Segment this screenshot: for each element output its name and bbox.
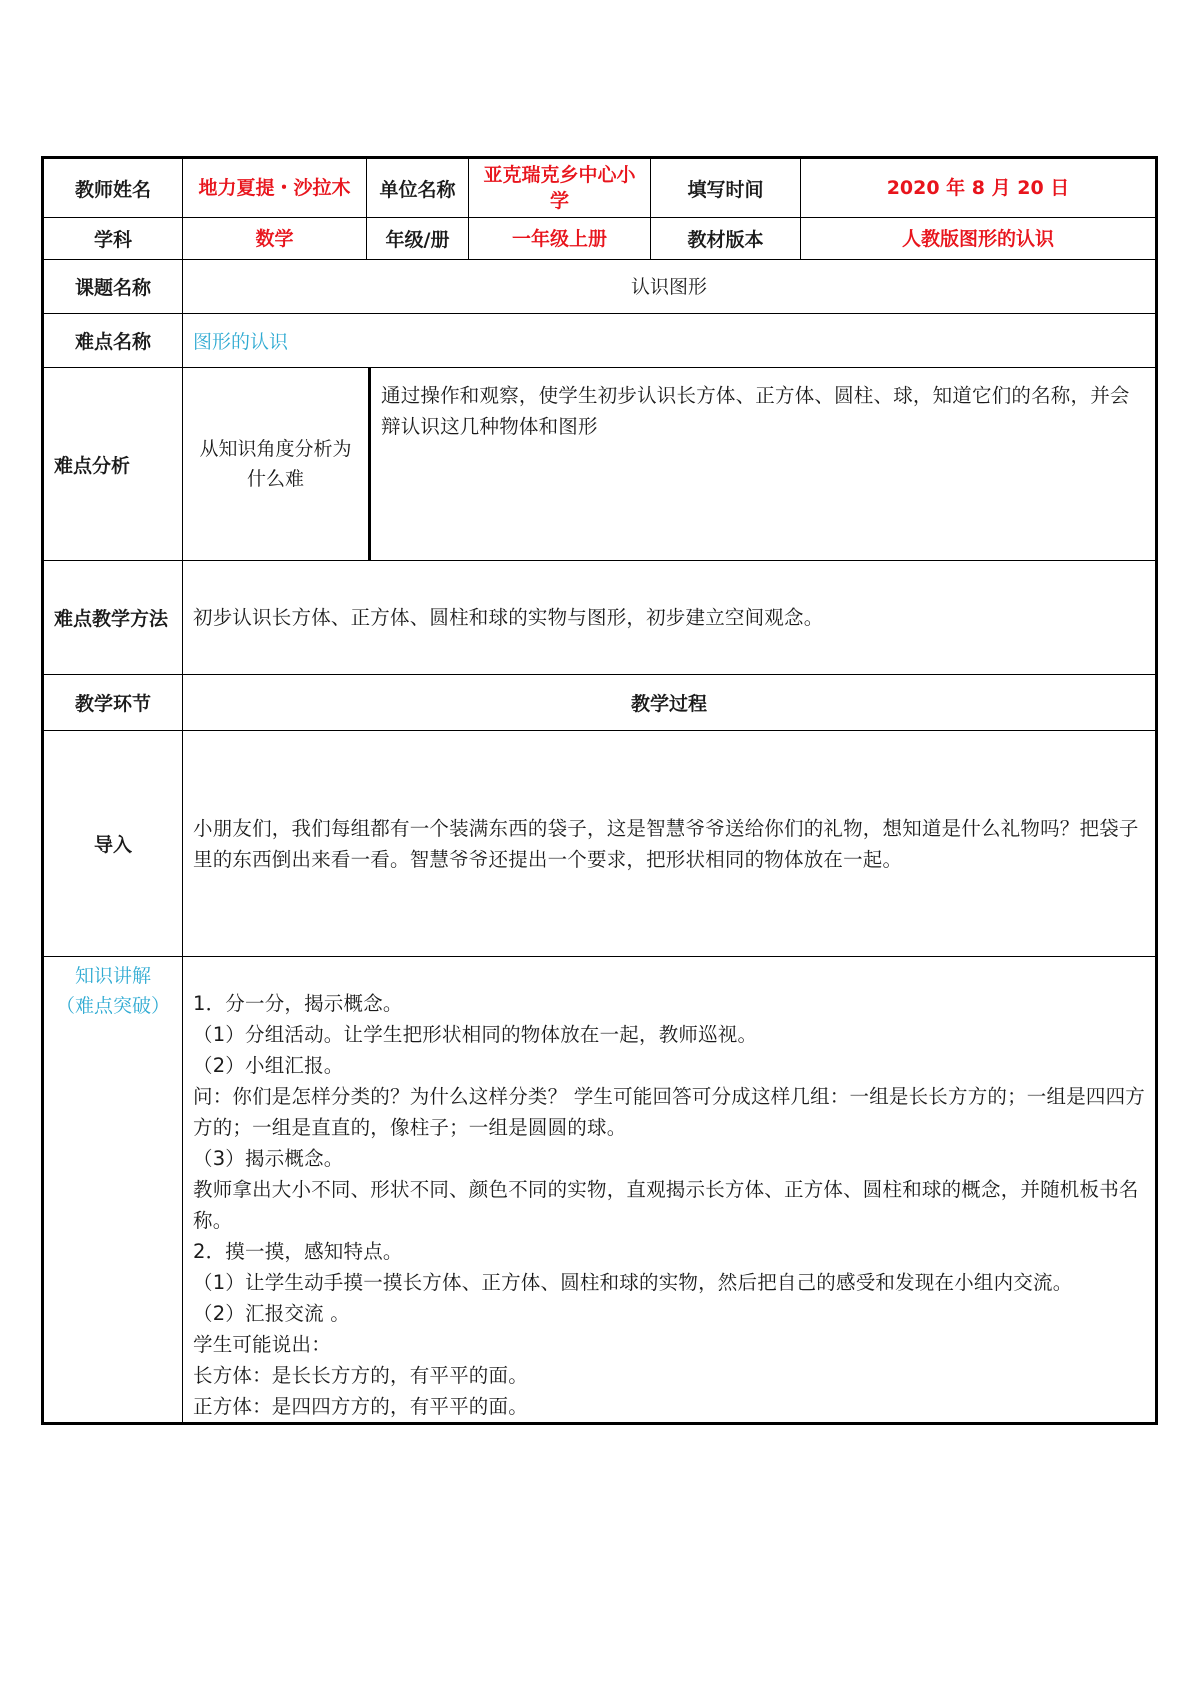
knowledge-line: 教师拿出大小不同、形状不同、颜色不同的实物，直观揭示长方体、正方体、圆柱和球的概念，并随机板书名称。 (193, 1178, 1139, 1232)
teacher-name-label: 教师姓名 (43, 158, 183, 218)
knowledge-line: （2）汇报交流 。 (193, 1302, 350, 1325)
knowledge-line: （1）分组活动。让学生把形状相同的物体放在一起，教师巡视。 (193, 1023, 758, 1046)
analysis-content (183, 368, 1157, 561)
knowledge-label-line2: （难点突破） (55, 995, 170, 1017)
intro-row (43, 731, 1157, 957)
grade-value: 一年级上册 (469, 218, 651, 260)
process-stage-label: 教学环节 (43, 675, 183, 731)
subject-label: 学科 (43, 218, 183, 260)
knowledge-line: （1）让学生动手摸一摸长方体、正方体、圆柱和球的实物，然后把自己的感受和发现在小组内交流。 (193, 1271, 1073, 1294)
edition-label: 教材版本 (651, 218, 801, 260)
knowledge-line: 正方体：是四四方方的，有平平的面。 (193, 1395, 528, 1418)
method-text: 初步认识长方体、正方体、圆柱和球的实物与图形，初步建立空间观念。 (183, 561, 1157, 675)
process-title: 教学过程 (183, 675, 1157, 731)
process-header-row (43, 675, 1157, 731)
date-label: 填写时间 (651, 158, 801, 218)
edition-value: 人教版图形的认识 (801, 218, 1157, 260)
analysis-row (43, 368, 1157, 561)
analysis-text-cell (371, 368, 1155, 560)
intro-text: 小朋友们，我们每组都有一个装满东西的袋子，这是智慧爷爷送给你们的礼物，想知道是什么礼物吗？把袋子里的东西倒出来看一看。智慧爷爷还提出一个要求，把形状相同的物体放在一起。 (183, 731, 1157, 957)
knowledge-line: （2）小组汇报。 (193, 1054, 344, 1077)
knowledge-line: （3）揭示概念。 (193, 1147, 344, 1170)
analysis-sub-label-text: 从知识角度分析为什么难 (199, 438, 352, 490)
analysis-split (183, 368, 1155, 560)
knowledge-text-cell (183, 957, 1157, 1424)
method-label: 难点教学方法 (43, 561, 183, 675)
knowledge-line: 2．摸一摸，感知特点。 (193, 1240, 403, 1263)
analysis-sub-label (183, 368, 371, 560)
difficulty-label: 难点名称 (43, 314, 183, 368)
topic-row (43, 260, 1157, 314)
subject-value: 数学 (183, 218, 367, 260)
header-row-2 (43, 218, 1157, 260)
analysis-label: 难点分析 (43, 368, 183, 561)
unit-name-value: 亚克瑞克乡中心小学 (469, 158, 651, 218)
knowledge-label-line1: 知识讲解 (74, 965, 151, 987)
knowledge-line: 长方体：是长长方方的，有平平的面。 (193, 1364, 528, 1387)
knowledge-line: 1．分一分，揭示概念。 (193, 992, 403, 1015)
grade-label: 年级/册 (367, 218, 469, 260)
knowledge-label (43, 957, 183, 1424)
topic-value: 认识图形 (183, 260, 1157, 314)
unit-name-label: 单位名称 (367, 158, 469, 218)
knowledge-line: 问：你们是怎样分类的？为什么这样分类？ 学生可能回答可分成这样几组：一组是长长方方的；一组是四四方方的；一组是直直的，像柱子；一组是圆圆的球。 (193, 1085, 1145, 1139)
lesson-plan-sheet (41, 156, 1155, 1425)
method-row (43, 561, 1157, 675)
difficulty-value: 图形的认识 (183, 314, 1157, 368)
difficulty-row (43, 314, 1157, 368)
knowledge-row (43, 957, 1157, 1424)
date-value: 2020 年 8 月 20 日 (801, 158, 1157, 218)
header-row-1 (43, 158, 1157, 218)
topic-label: 课题名称 (43, 260, 183, 314)
lesson-plan-table (41, 156, 1158, 1425)
knowledge-line: 学生可能说出： (193, 1333, 331, 1356)
intro-label: 导入 (43, 731, 183, 957)
analysis-text: 通过操作和观察，使学生初步认识长方体、正方体、圆柱、球，知道它们的名称，并会辩认识这几种物体和图形 (381, 384, 1130, 438)
teacher-name-value: 地力夏提・沙拉木 (183, 158, 367, 218)
